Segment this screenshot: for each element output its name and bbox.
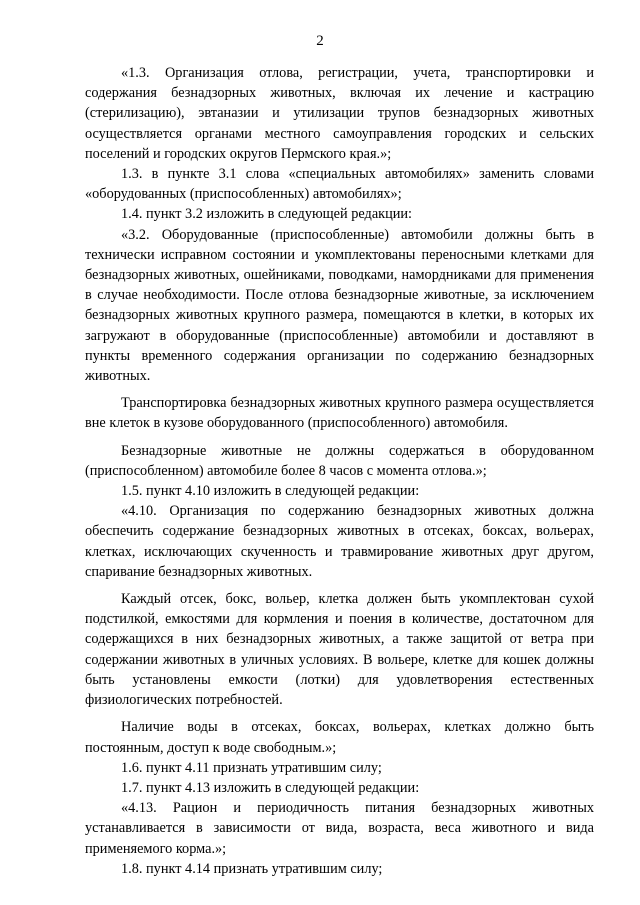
paragraph: Транспортировка безнадзорных животных крупного размера осуществляется вне клеток в кузове оборудованного (приспособленного) автомобиля.	[85, 395, 594, 432]
paragraph: 1.5. пункт 4.10 изложить в следующей редакции:	[121, 483, 420, 500]
paragraph: 1.6. пункт 4.11 признать утратившим силу;	[121, 759, 382, 776]
paragraph: «4.13. Рацион и периодичность питания безнадзорных животных устанавливается в зависимости от вида, возраста, веса животного и вида применяемого корма.»;	[85, 800, 594, 857]
paragraph: 1.8. пункт 4.14 признать утратившим силу;	[121, 860, 383, 877]
paragraph: Каждый отсек, бокс, вольер, клетка должен быть укомплектован сухой подстилкой, емкостями для кормления и поения в количестве, достаточном для содержащихся в них безнадзорных животных, а также защитой от ветра при содержании животных в уличных условиях. В вольере, клетке для кошек должны быть установлены емкости (лотки) для удовлетворения естественных физиологических потребностей.	[85, 591, 594, 709]
paragraph: «1.3. Организация отлова, регистрации, учета, транспортировки и содержания безнадзорных животных, включая их лечение и кастрацию (стерилизацию), эвтаназии и утилизации трупов безнадзорных животных осуществляется органами местного самоуправления городских и сельских поселений и городских округов Пермского края.»;	[85, 65, 594, 162]
paragraph: Наличие воды в отсеках, боксах, вольерах, клетках должно быть постоянным, доступ к воде свободным.»;	[85, 719, 594, 756]
paragraph: «4.10. Организация по содержанию безнадзорных животных должна обеспечить содержание безнадзорных животных в отсеках, боксах, вольерах, клетках, исключающих скученность и травмирование животных друг другом, спаривание безнадзорных животных.	[85, 503, 594, 580]
paragraph: Безнадзорные животные не должны содержаться в оборудованном (приспособленном) автомобиле более 8 часов с момента отлова.»;	[85, 442, 594, 479]
paragraph: 1.7. пункт 4.13 изложить в следующей редакции:	[121, 779, 420, 796]
paragraph: 1.4. пункт 3.2 изложить в следующей редакции:	[121, 206, 413, 223]
paragraph: «3.2. Оборудованные (приспособленные) автомобили должны быть в технически исправном состоянии и укомплектованы переносными клетками для безнадзорных животных, ошейниками, поводками, намордниками для применения в случае необходимости. После отлова безнадзорные животные, за исключением безнадзорных животных крупного размера, помещаются в клетки, в которых их загружают в оборудованные (приспособленные) автомобили и доставляют в пункты временного содержания организации по содержанию безнадзорных животных.	[85, 226, 594, 385]
paragraph: 1.3. в пункте 3.1 слова «специальных автомобилях» заменить словами «оборудованных (приспособленных) автомобилях»;	[85, 166, 594, 203]
page-number: 2	[316, 33, 324, 49]
document-body	[85, 63, 594, 879]
